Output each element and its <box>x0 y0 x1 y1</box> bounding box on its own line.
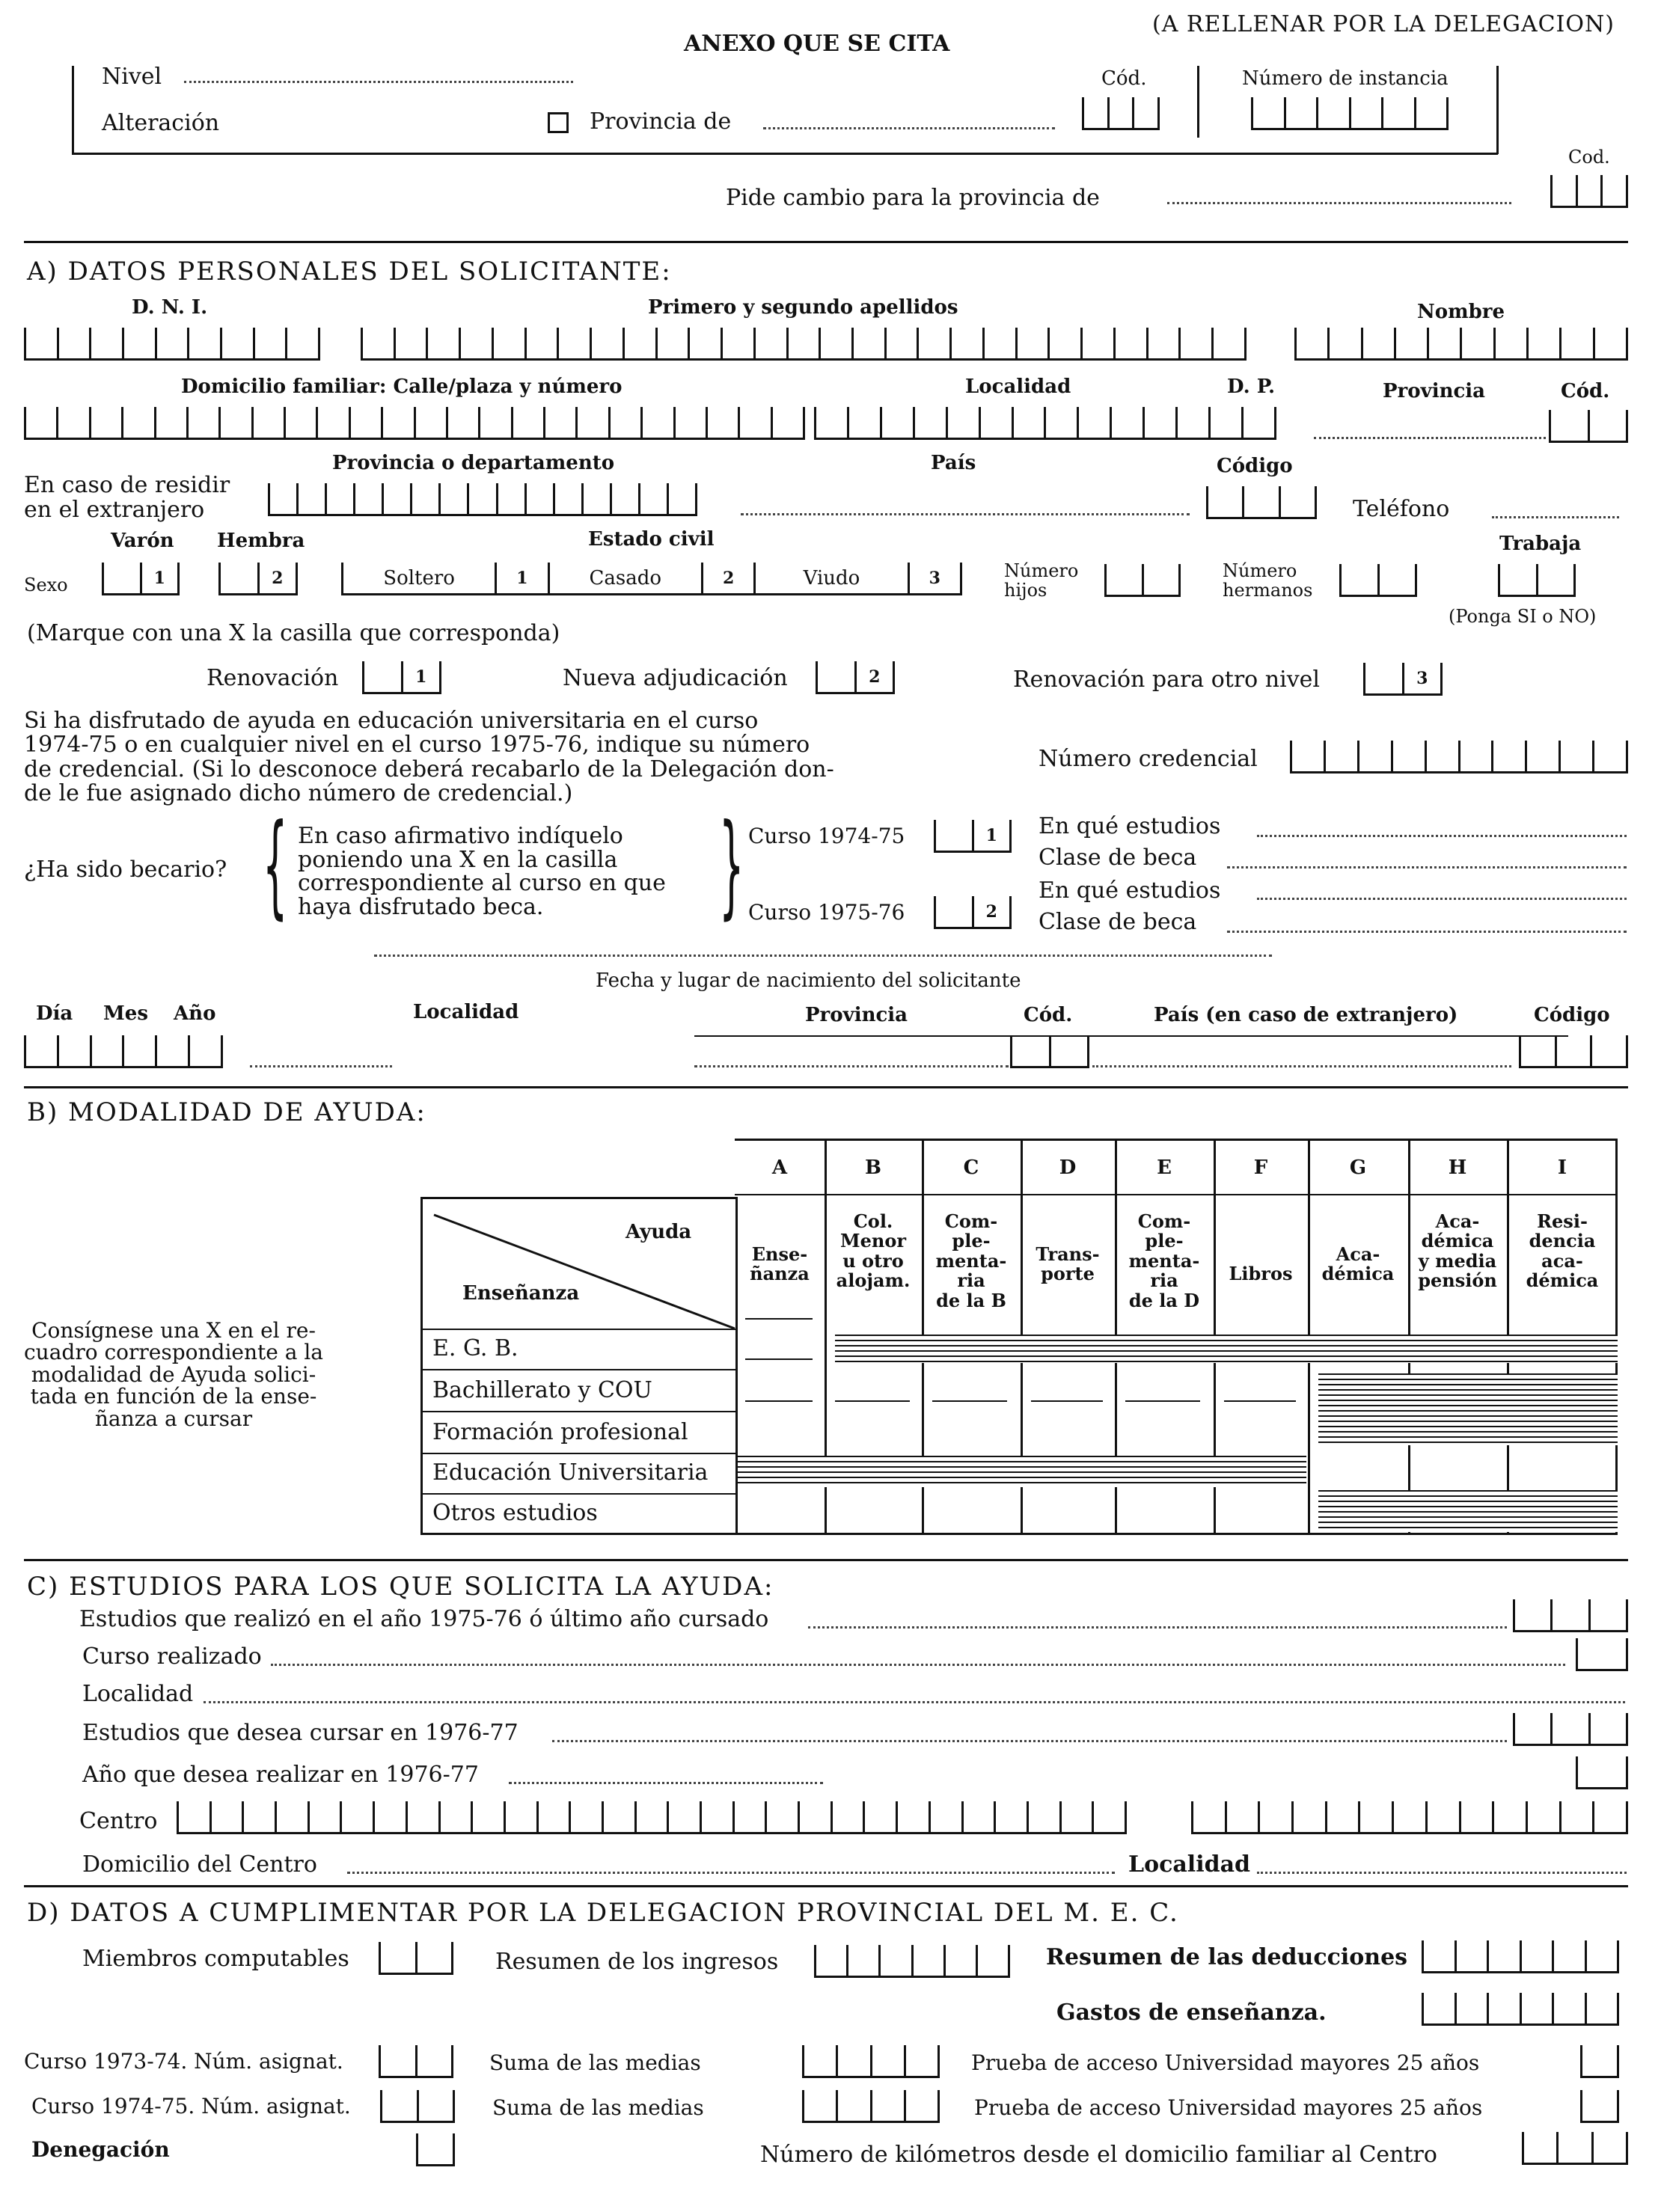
renovacion-label: Renovación <box>207 665 339 691</box>
fecha-lugar-label: Fecha y lugar de nacimiento del solicitante <box>596 969 1021 992</box>
alteracion-label: Alteración <box>102 110 220 136</box>
varon-cells[interactable]: 1 <box>102 563 180 595</box>
cod2-label: Cod. <box>1568 147 1610 168</box>
disfrutado-text: Si ha disfrutado de ayuda en educación universitaria en el curso 1974-75 o en cualquier nivel en el curso 1975-76, indique su número de credencial. (Si lo desconoce deberá recabarlo de la Delegación don- de le fue asignado dicho número de credencial.) <box>24 708 834 807</box>
gastos-label: Gastos de enseñanza. <box>1056 2000 1327 2026</box>
centro-label: Centro <box>79 1808 158 1834</box>
nivel-field[interactable] <box>184 81 573 83</box>
apellidos-label: Primero y segundo apellidos <box>648 296 958 319</box>
miembros-cells[interactable] <box>379 1942 453 1975</box>
row-label-fp: Formación profesional <box>432 1419 688 1445</box>
clase-beca-2-field[interactable] <box>1227 931 1627 933</box>
cell-bach-e[interactable] <box>1125 1400 1200 1402</box>
denegacion-label: Denegación <box>31 2137 170 2162</box>
que-estudios-1-label: En qué estudios <box>1039 813 1221 839</box>
cod-nac-cells[interactable] <box>1010 1035 1089 1068</box>
ensenanza-label: Enseñanza <box>462 1282 580 1305</box>
divider-d <box>24 1885 1628 1887</box>
section-c-title: C) ESTUDIOS PARA LOS QUE SOLICITA LA AYUDA: <box>27 1572 774 1602</box>
numero-instancia-cells[interactable] <box>1251 97 1449 130</box>
localidad-c-field[interactable] <box>204 1701 1625 1703</box>
hatch-otros <box>1318 1490 1618 1532</box>
col-label-e: Com- ple- menta- ria de la D <box>1128 1210 1200 1311</box>
prueba-2-cells[interactable] <box>1580 2090 1619 2123</box>
col-letter-f: F <box>1253 1156 1268 1179</box>
telefono-field[interactable] <box>1492 516 1619 518</box>
dni-cells[interactable] <box>24 328 320 361</box>
curso-7475-d-cells[interactable] <box>380 2090 455 2123</box>
dp-label: D. P. <box>1227 376 1276 398</box>
centro-cells-1[interactable] <box>177 1801 1127 1834</box>
table-diagonal <box>420 1197 738 1332</box>
curso-7475-cells[interactable]: 1 <box>934 820 1012 853</box>
que-estudios-2-field[interactable] <box>1257 898 1627 900</box>
col-label-c: Com- ple- menta- ria de la B <box>935 1210 1007 1311</box>
ponga-label: (Ponga SI o NO) <box>1449 606 1597 627</box>
becario-label: ¿Ha sido becario? <box>24 857 227 883</box>
curso-7475-label: Curso 1974-75 <box>748 824 905 848</box>
pais-field[interactable] <box>741 513 1190 515</box>
domicilio-centro-field[interactable] <box>347 1872 1115 1874</box>
col-letter-c: C <box>963 1156 979 1179</box>
provincia-field-a[interactable] <box>1314 437 1546 439</box>
numero-hijos-cells[interactable] <box>1104 564 1181 597</box>
anio-desea-field[interactable] <box>509 1782 823 1784</box>
suma-medias-2-label: Suma de las medias <box>492 2095 704 2120</box>
realizo-field[interactable] <box>808 1626 1507 1629</box>
col-label-g: Aca- démica <box>1321 1243 1395 1285</box>
provincia-checkbox[interactable] <box>548 112 569 133</box>
curso-realizado-cells[interactable] <box>1576 1638 1628 1671</box>
resumen-deducciones-cells[interactable] <box>1422 1940 1619 1973</box>
numero-hermanos-label: Número hermanos <box>1223 560 1313 601</box>
row-sep-1 <box>420 1369 738 1370</box>
cell-bach-b[interactable] <box>835 1400 910 1402</box>
numero-hermanos-cells[interactable] <box>1339 564 1417 597</box>
anio-desea-label: Año que desea realizar en 1976-77 <box>82 1762 479 1788</box>
pide-cambio-code-cells[interactable] <box>1550 175 1628 208</box>
section-b-title: B) MODALIDAD DE AYUDA: <box>27 1097 426 1127</box>
nivel-label: Nivel <box>102 64 162 90</box>
kilometros-cells[interactable] <box>1522 2132 1628 2165</box>
anio-label: Año <box>174 1002 216 1025</box>
sexo-label: Sexo <box>24 575 68 595</box>
hembra-label: Hembra <box>217 530 305 552</box>
document-title: ANEXO QUE SE CITA <box>684 31 950 57</box>
col-letter-g: G <box>1349 1156 1367 1179</box>
section-d-title: D) DATOS A CUMPLIMENTAR POR LA DELEGACION PROVINCIAL DEL M. E. C. <box>27 1898 1179 1928</box>
row-sep-4 <box>420 1493 738 1495</box>
row-label-egb: E. G. B. <box>432 1335 519 1361</box>
col-letter-sep <box>735 1194 1618 1195</box>
renovacion-otro-cells[interactable]: 3 <box>1363 663 1443 696</box>
divider-a <box>24 241 1628 243</box>
section-a-title: A) DATOS PERSONALES DEL SOLICITANTE: <box>27 257 672 287</box>
curso-realizado-label: Curso realizado <box>82 1643 262 1670</box>
prov-depto-cells[interactable] <box>268 483 697 516</box>
resumen-deducciones-label: Resumen de las deducciones <box>1046 1944 1408 1970</box>
hatch-egb <box>835 1335 1618 1363</box>
row-sep-3 <box>420 1453 738 1454</box>
col-label-i: Resi- dencia aca- démica <box>1526 1210 1599 1292</box>
cell-fp-a[interactable] <box>745 1400 813 1402</box>
marque-instruction: (Marque con una X la casilla que corresponda) <box>27 620 560 646</box>
col-label-a: Ense- ñanza <box>750 1243 810 1285</box>
row-label-otros: Otros estudios <box>432 1500 598 1526</box>
header-box-divider <box>1197 66 1199 138</box>
domicilio-centro-label: Domicilio del Centro <box>82 1851 317 1878</box>
header-box-left <box>72 66 74 154</box>
nueva-cells[interactable]: 2 <box>816 661 895 694</box>
provincia-label: Provincia <box>1383 380 1486 402</box>
nombre-cells[interactable] <box>1294 328 1628 361</box>
cod-label: Cód. <box>1101 67 1147 90</box>
delegation-note: (A RELLENAR POR LA DELEGACION) <box>1152 11 1615 37</box>
pais-nac-field[interactable] <box>1092 1065 1511 1067</box>
clase-beca-2-label: Clase de beca <box>1039 909 1197 935</box>
nac-line-top <box>694 1035 1568 1037</box>
cell-univ-h[interactable] <box>1408 1456 1410 1483</box>
header-box-bottom <box>72 153 1498 155</box>
localidad-nac-label: Localidad <box>413 1001 519 1023</box>
ayuda-label: Ayuda <box>625 1221 692 1243</box>
centro-cells-2[interactable] <box>1191 1801 1628 1834</box>
hatch-universitaria <box>738 1456 1306 1487</box>
prov-depto-label: Provincia o departamento <box>332 452 615 474</box>
col-letter-a: A <box>771 1156 788 1179</box>
localidad-label: Localidad <box>965 376 1071 398</box>
numero-hijos-label: Número hijos <box>1004 560 1079 601</box>
localidad-c-label: Localidad <box>82 1681 194 1707</box>
col-letter-b: B <box>865 1156 881 1179</box>
prueba-1-cells[interactable] <box>1580 2045 1619 2078</box>
hembra-cells[interactable]: 2 <box>218 563 298 595</box>
realizo-cells[interactable] <box>1513 1599 1628 1632</box>
provincia-nac-label: Provincia <box>805 1004 908 1026</box>
cell-bach-d[interactable] <box>1031 1400 1103 1402</box>
provincia-field[interactable] <box>763 127 1055 129</box>
section-b-instructions: Consígnese una X en el re- cuadro correspondiente a la modalidad de Ayuda solici- tada en función de la ense- ñanza a cursar <box>24 1318 323 1431</box>
curso-7576-cells[interactable]: 2 <box>934 896 1012 929</box>
hatch-bach-fp <box>1318 1373 1618 1445</box>
trabaja-cells[interactable] <box>1498 564 1576 597</box>
trabaja-label: Trabaja <box>1499 533 1582 555</box>
fecha-nac-cells[interactable] <box>24 1035 223 1068</box>
denegacion-cells[interactable] <box>416 2133 455 2166</box>
right-brace: } <box>719 800 744 931</box>
localidad-cells[interactable] <box>814 407 1276 440</box>
col-letter-d: D <box>1059 1156 1077 1179</box>
telefono-label: Teléfono <box>1353 496 1450 522</box>
numero-instancia-label: Número de instancia <box>1242 67 1449 90</box>
cell-bach-f[interactable] <box>1224 1400 1296 1402</box>
extranjero-label: En caso de residir en el extranjero <box>24 472 230 523</box>
desea-cursar-cells[interactable] <box>1513 1713 1628 1746</box>
suma-medias-2-cells[interactable] <box>802 2090 940 2123</box>
pais-label: País <box>931 452 976 474</box>
localidad-nac-field[interactable] <box>250 1065 392 1067</box>
prueba-2-label: Prueba de acceso Universidad mayores 25 años <box>974 2095 1483 2120</box>
varon-label: Varón <box>111 530 174 552</box>
clase-beca-1-label: Clase de beca <box>1039 845 1197 871</box>
numero-credencial-label: Número credencial <box>1039 746 1258 772</box>
afirmativo-text: En caso afirmativo indíquelo poniendo una X en la casilla correspondiente al curso en que haya disfrutado beca. <box>298 823 666 920</box>
col-letter-e: E <box>1157 1156 1172 1179</box>
localidad-centro-label: Localidad <box>1128 1851 1250 1878</box>
pais-nac-label: País (en caso de extranjero) <box>1154 1004 1458 1026</box>
codigo-label: Código <box>1217 455 1293 477</box>
nacimiento-field[interactable] <box>374 955 1272 957</box>
codigo-cells[interactable] <box>1206 486 1317 519</box>
estado-civil-label: Estado civil <box>588 528 715 551</box>
col-letter-h: H <box>1448 1156 1467 1179</box>
provincia-nac-field[interactable] <box>694 1065 1009 1067</box>
dni-label: D. N. I. <box>132 296 208 319</box>
row-label-bachillerato: Bachillerato y COU <box>432 1377 652 1403</box>
col-label-d: Trans- porte <box>1036 1243 1100 1285</box>
col-letter-i: I <box>1557 1156 1567 1179</box>
resumen-ingresos-cells[interactable] <box>814 1945 1010 1978</box>
gastos-cells[interactable] <box>1422 1993 1619 2026</box>
row-label-universitaria: Educación Universitaria <box>432 1459 709 1486</box>
header-box-right <box>1496 66 1499 154</box>
curso-7576-label: Curso 1975-76 <box>748 900 905 925</box>
curso-7475-d-label: Curso 1974-75. Núm. asignat. <box>31 2094 351 2118</box>
realizo-label: Estudios que realizó en el año 1975-76 ó último año cursado <box>79 1606 769 1632</box>
curso-realizado-field[interactable] <box>271 1664 1565 1666</box>
divider-b <box>24 1086 1628 1088</box>
codigo-nac-cells[interactable] <box>1519 1035 1628 1068</box>
nombre-label: Nombre <box>1417 301 1505 323</box>
estado-civil-cells[interactable]: Soltero 1 Casado 2 Viudo 3 <box>341 563 962 595</box>
domicilio-cells[interactable] <box>24 407 805 440</box>
provincia-code-cells[interactable] <box>1082 97 1160 130</box>
provincia-de-label: Provincia de <box>590 108 732 135</box>
codigo-nac-label: Código <box>1534 1004 1610 1026</box>
desea-cursar-label: Estudios que desea cursar en 1976-77 <box>82 1720 519 1746</box>
curso-7374-cells[interactable] <box>379 2045 453 2078</box>
suma-medias-1-cells[interactable] <box>802 2045 940 2078</box>
mes-label: Mes <box>103 1002 148 1025</box>
row-sep-2 <box>420 1411 738 1412</box>
pide-cambio-label: Pide cambio para la provincia de <box>726 185 1100 211</box>
cell-egb-a[interactable] <box>745 1318 813 1320</box>
cell-bach-a[interactable] <box>745 1358 813 1360</box>
apellidos-cells[interactable] <box>361 328 1247 361</box>
curso-7374-label: Curso 1973-74. Núm. asignat. <box>24 2049 343 2074</box>
que-estudios-1-field[interactable] <box>1257 835 1627 837</box>
cod-nac-label: Cód. <box>1024 1004 1073 1026</box>
col-label-f: Libros <box>1229 1263 1293 1284</box>
cell-bach-c[interactable] <box>932 1400 1007 1402</box>
renovacion-otro-label: Renovación para otro nivel <box>1013 667 1320 693</box>
dia-label: Día <box>36 1002 73 1025</box>
prueba-1-label: Prueba de acceso Universidad mayores 25 años <box>971 2050 1480 2075</box>
provincia-code-cells-a[interactable] <box>1549 410 1628 443</box>
cod-label-2: Cód. <box>1561 380 1610 402</box>
desea-cursar-field[interactable] <box>552 1740 1507 1742</box>
col-label-b: Col. Menor u otro alojam. <box>836 1210 911 1292</box>
domicilio-label: Domicilio familiar: Calle/plaza y número <box>181 376 623 398</box>
kilometros-label: Número de kilómetros desde el domicilio familiar al Centro <box>760 2142 1437 2168</box>
col-label-h: Aca- démica y media pensión <box>1418 1210 1497 1292</box>
resumen-ingresos-label: Resumen de los ingresos <box>495 1949 779 1975</box>
renovacion-cells[interactable]: 1 <box>362 661 441 694</box>
miembros-label: Miembros computables <box>82 1946 349 1972</box>
anio-desea-cells[interactable] <box>1576 1756 1628 1789</box>
suma-medias-1-label: Suma de las medias <box>489 2050 701 2075</box>
left-brace: { <box>263 800 288 931</box>
divider-c <box>24 1559 1628 1561</box>
que-estudios-2-label: En qué estudios <box>1039 877 1221 904</box>
clase-beca-1-field[interactable] <box>1227 866 1627 868</box>
pide-cambio-field[interactable] <box>1167 202 1511 204</box>
numero-credencial-cells[interactable] <box>1290 741 1628 773</box>
nueva-label: Nueva adjudicación <box>563 665 788 691</box>
row-sep-0 <box>420 1329 738 1330</box>
localidad-centro-field[interactable] <box>1257 1872 1627 1874</box>
